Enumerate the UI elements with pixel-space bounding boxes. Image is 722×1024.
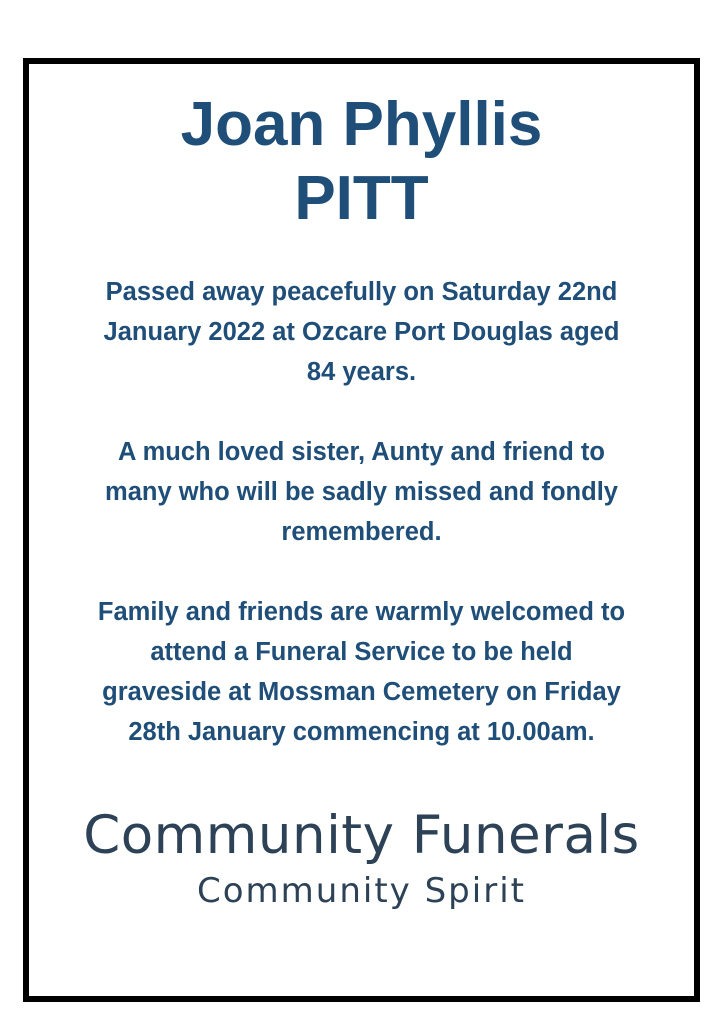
service-paragraph xyxy=(39,592,684,752)
service-line: 28th January commencing at 10.00am. xyxy=(128,718,595,746)
tribute-line: A much loved sister, Aunty and friend to xyxy=(118,438,605,466)
notice-frame xyxy=(23,58,700,1002)
passing-paragraph xyxy=(39,272,684,392)
funeral-home-logo xyxy=(29,804,694,914)
service-line: graveside at Mossman Cemetery on Friday xyxy=(102,678,621,706)
tribute-paragraph xyxy=(39,432,684,552)
deceased-name xyxy=(29,88,694,236)
name-last: PITT xyxy=(294,164,429,233)
name-first: Joan Phyllis xyxy=(180,90,543,159)
tribute-line: remembered. xyxy=(281,518,442,546)
passing-line: 84 years. xyxy=(306,358,417,386)
service-line: Family and friends are warmly welcomed to xyxy=(97,598,626,626)
logo-name: Community Funerals xyxy=(83,805,640,866)
tribute-line: many who will be sadly missed and fondly xyxy=(105,478,618,506)
passing-line: Passed away peacefully on Saturday 22nd xyxy=(105,278,618,306)
service-line: attend a Funeral Service to be held xyxy=(150,638,573,666)
logo-tagline: Community Spirit xyxy=(197,871,526,911)
passing-line: January 2022 at Ozcare Port Douglas aged xyxy=(103,318,620,346)
